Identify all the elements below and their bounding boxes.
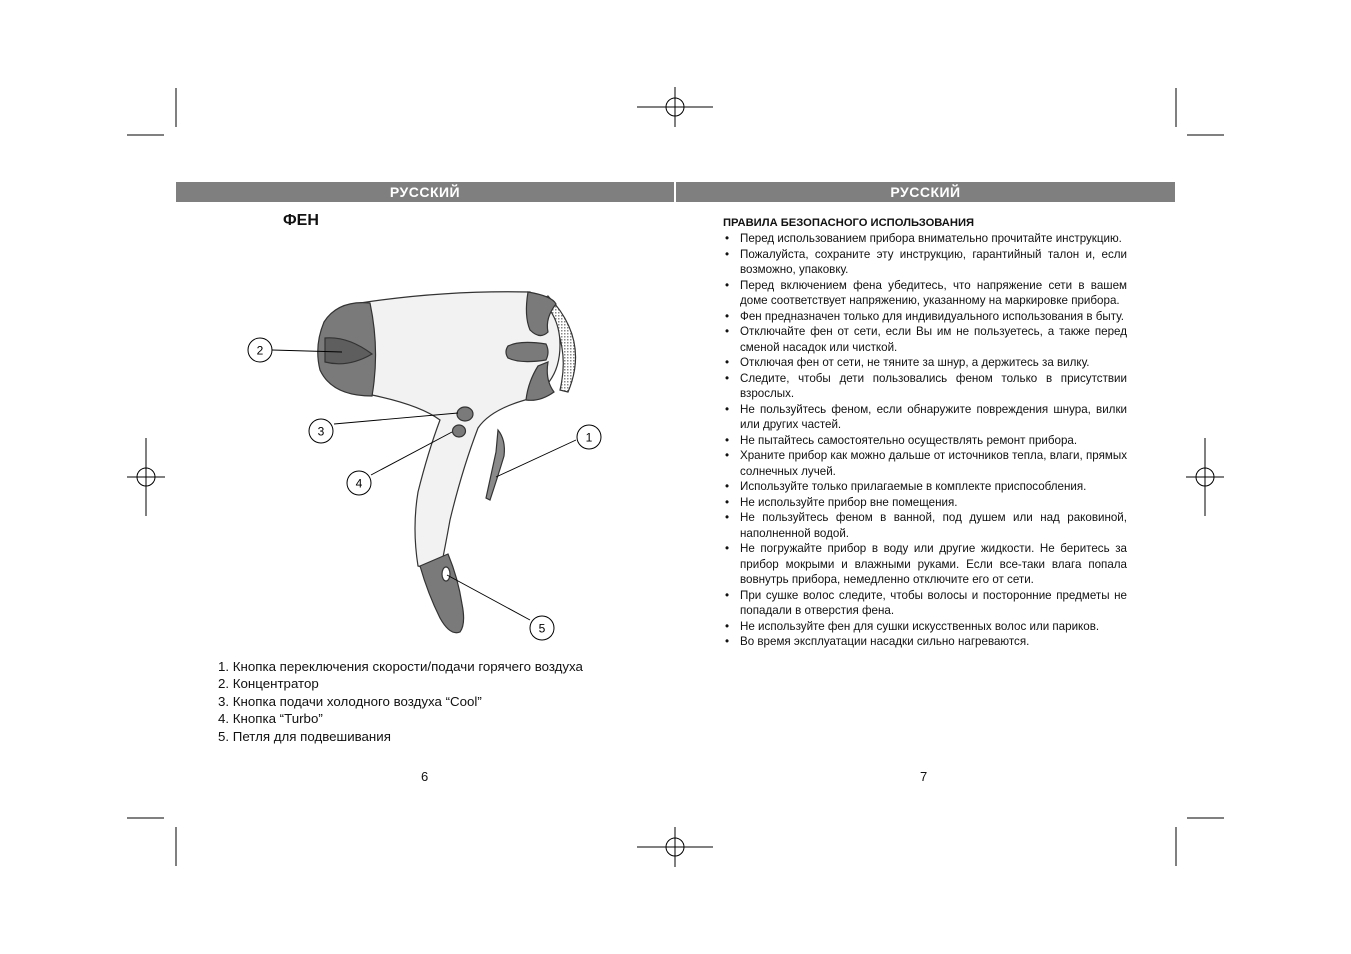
callout-2: 2 [256,343,264,358]
part-item: 3. Кнопка подачи холодного воздуха “Cool” [218,693,482,709]
rule-item: • Перед использованием прибора внимательно прочитайте инструкцию. [723,231,1127,247]
rule-item: • Храните прибор как можно дальше от источников тепла, влаги, прямых солнечных лучей. [723,448,1127,479]
rule-item: • Не используйте фен для сушки искусственных волос или париков. [723,619,1127,635]
part-item: 1. Кнопка переключения скорости/подачи горячего воздуха [218,659,583,674]
callout-5: 5 [538,621,546,636]
rule-item: • Не пользуйтесь феном в ванной, под душем или над раковиной, наполненной водой. [723,510,1127,541]
rule-item: • Отключая фен от сети, не тяните за шнур, а держитесь за вилку. [723,355,1127,371]
callout-3: 3 [317,424,325,439]
left-header-band: РУССКИЙ [176,182,674,202]
rule-item: • Фен предназначен только для индивидуального использования в быту. [723,309,1127,325]
rule-item: • Не пытайтесь самостоятельно осуществлять ремонт прибора. [723,433,1127,449]
page-number-right: 7 [920,769,928,784]
rule-item: • Пожалуйста, сохраните эту инструкцию, гарантийный талон и, если возможно, упаковку. [723,247,1127,278]
rule-item: • Используйте только прилагаемые в комплекте приспособления. [723,479,1127,495]
rule-item: • Следите, чтобы дети пользовались феном только в присутствии взрослых. [723,371,1127,402]
part-item: 5. Петля для подвешивания [218,728,391,744]
side-vent [506,342,548,361]
page-number-left: 6 [421,769,429,784]
right-header-band: РУССКИЙ [676,182,1175,202]
section-title: ПРАВИЛА БЕЗОПАСНОГО ИСПОЛЬЗОВАНИЯ [723,217,975,229]
loop-hole [442,567,450,581]
turbo-button [453,425,466,437]
safety-rules-list [723,231,1127,650]
page-title: ФЕН [283,212,319,229]
hair-dryer-illustration [240,280,610,650]
callout-1: 1 [585,430,593,445]
callout-4: 4 [355,476,363,491]
cool-button [457,407,473,421]
rule-item: • Во время эксплуатации насадки сильно нагреваются. [723,634,1127,650]
part-item: 4. Кнопка “Turbo” [218,711,323,727]
rule-item: • При сушке волос следите, чтобы волосы и посторонние предметы не попадали в отверстия фена. [723,588,1127,619]
rule-item: • Не погружайте прибор в воду или другие жидкости. Не беритесь за прибор мокрыми и влажными руками. Если все-таки влага попала вовнутрь прибора, немедленно отключите его от сети. [723,541,1127,588]
rule-item: • Перед включением фена убедитесь, что напряжение сети в вашем доме соответствует напряжению, указанному на маркировке прибора. [723,278,1127,309]
speed-switch [486,430,504,500]
rule-item: • Не пользуйтесь феном, если обнаружите повреждения шнура, вилки или других частей. [723,402,1127,433]
part-item: 2. Концентратор [218,676,319,692]
rule-item: • Отключайте фен от сети, если Вы им не пользуетесь, а также перед сменой насадок или чисткой. [723,324,1127,355]
rule-item: • Не используйте прибор вне помещения. [723,495,1127,511]
hanging-loop [420,554,464,633]
parts-list [218,658,583,745]
